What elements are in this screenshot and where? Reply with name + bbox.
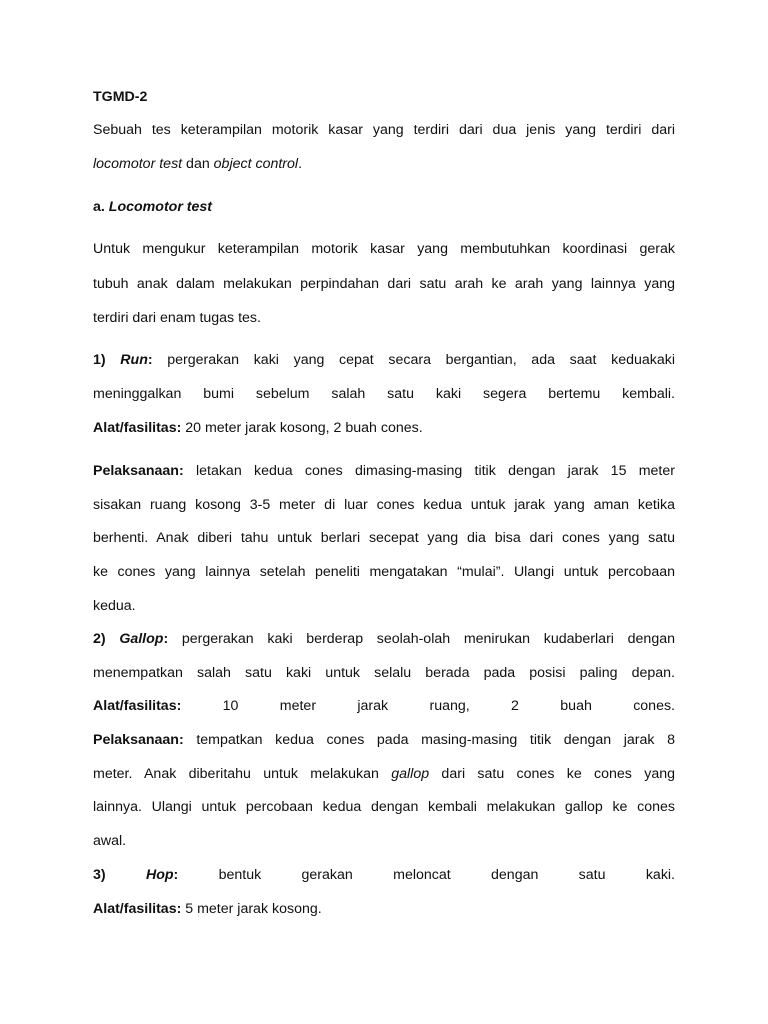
- section-a-para-line-2: tubuh anak dalam melakukan perpindahan dari satu arah ke arah yang lainnya yang: [93, 276, 675, 292]
- section-a-heading: a. Locomotor test: [93, 199, 213, 215]
- run-line-2: meninggalkan bumi sebelum salah satu kaki segera bertemu kembali.: [93, 386, 675, 402]
- intro-line-1: Sebuah tes keterampilan motorik kasar yang terdiri dari dua jenis yang terdiri dari: [93, 122, 675, 138]
- gallop-pel-line-1: Pelaksanaan: tempatkan kedua cones pada masing-masing titik dengan jarak 8: [93, 732, 675, 748]
- section-a-para-line-1: Untuk mengukur keterampilan motorik kasar yang membutuhkan koordinasi gerak: [93, 241, 675, 257]
- run-alat-line: Alat/fasilitas: 20 meter jarak kosong, 2 buah cones.: [93, 420, 423, 436]
- gallop-pel-line-3: lainnya. Ulangi untuk percobaan kedua dengan kembali melakukan gallop ke cones: [93, 799, 675, 815]
- gallop-pel-line-4: awal.: [93, 833, 127, 849]
- run-pel-line-2: sisakan ruang kosong 3-5 meter di luar cones kedua untuk jarak yang aman ketika: [93, 497, 675, 513]
- gallop-line-2: menempatkan salah satu kaki untuk selalu berada pada posisi paling depan.: [93, 665, 675, 681]
- hop-alat-line: Alat/fasilitas: 5 meter jarak kosong.: [93, 901, 322, 917]
- gallop-line-1: 2) Gallop: pergerakan kaki berderap seolah-olah menirukan kudaberlari dengan: [93, 631, 675, 647]
- run-pel-line-1: Pelaksanaan: letakan kedua cones dimasing-masing titik dengan jarak 15 meter: [93, 463, 675, 479]
- section-a-para-line-3: terdiri dari enam tugas tes.: [93, 310, 261, 326]
- doc-title: TGMD-2: [93, 89, 148, 105]
- run-pel-line-3: berhenti. Anak diberi tahu untuk berlari secepat yang dia bisa dari cones yang satu: [93, 530, 675, 546]
- intro-line-2: locomotor test dan object control.: [93, 156, 303, 172]
- gallop-pel-line-2: meter. Anak diberitahu untuk melakukan gallop dari satu cones ke cones yang: [93, 766, 675, 782]
- run-line-1: 1) Run: pergerakan kaki yang cepat secara bergantian, ada saat keduakaki: [93, 352, 675, 368]
- hop-line-1: 3) Hop: bentuk gerakan meloncat dengan satu kaki.: [93, 867, 676, 883]
- run-pel-line-5: kedua.: [93, 598, 136, 614]
- gallop-alat-line: Alat/fasilitas: 10 meter jarak ruang, 2 buah cones.: [93, 698, 675, 714]
- run-pel-line-4: ke cones yang lainnya setelah peneliti mengatakan “mulai”. Ulangi untuk percobaan: [93, 564, 675, 580]
